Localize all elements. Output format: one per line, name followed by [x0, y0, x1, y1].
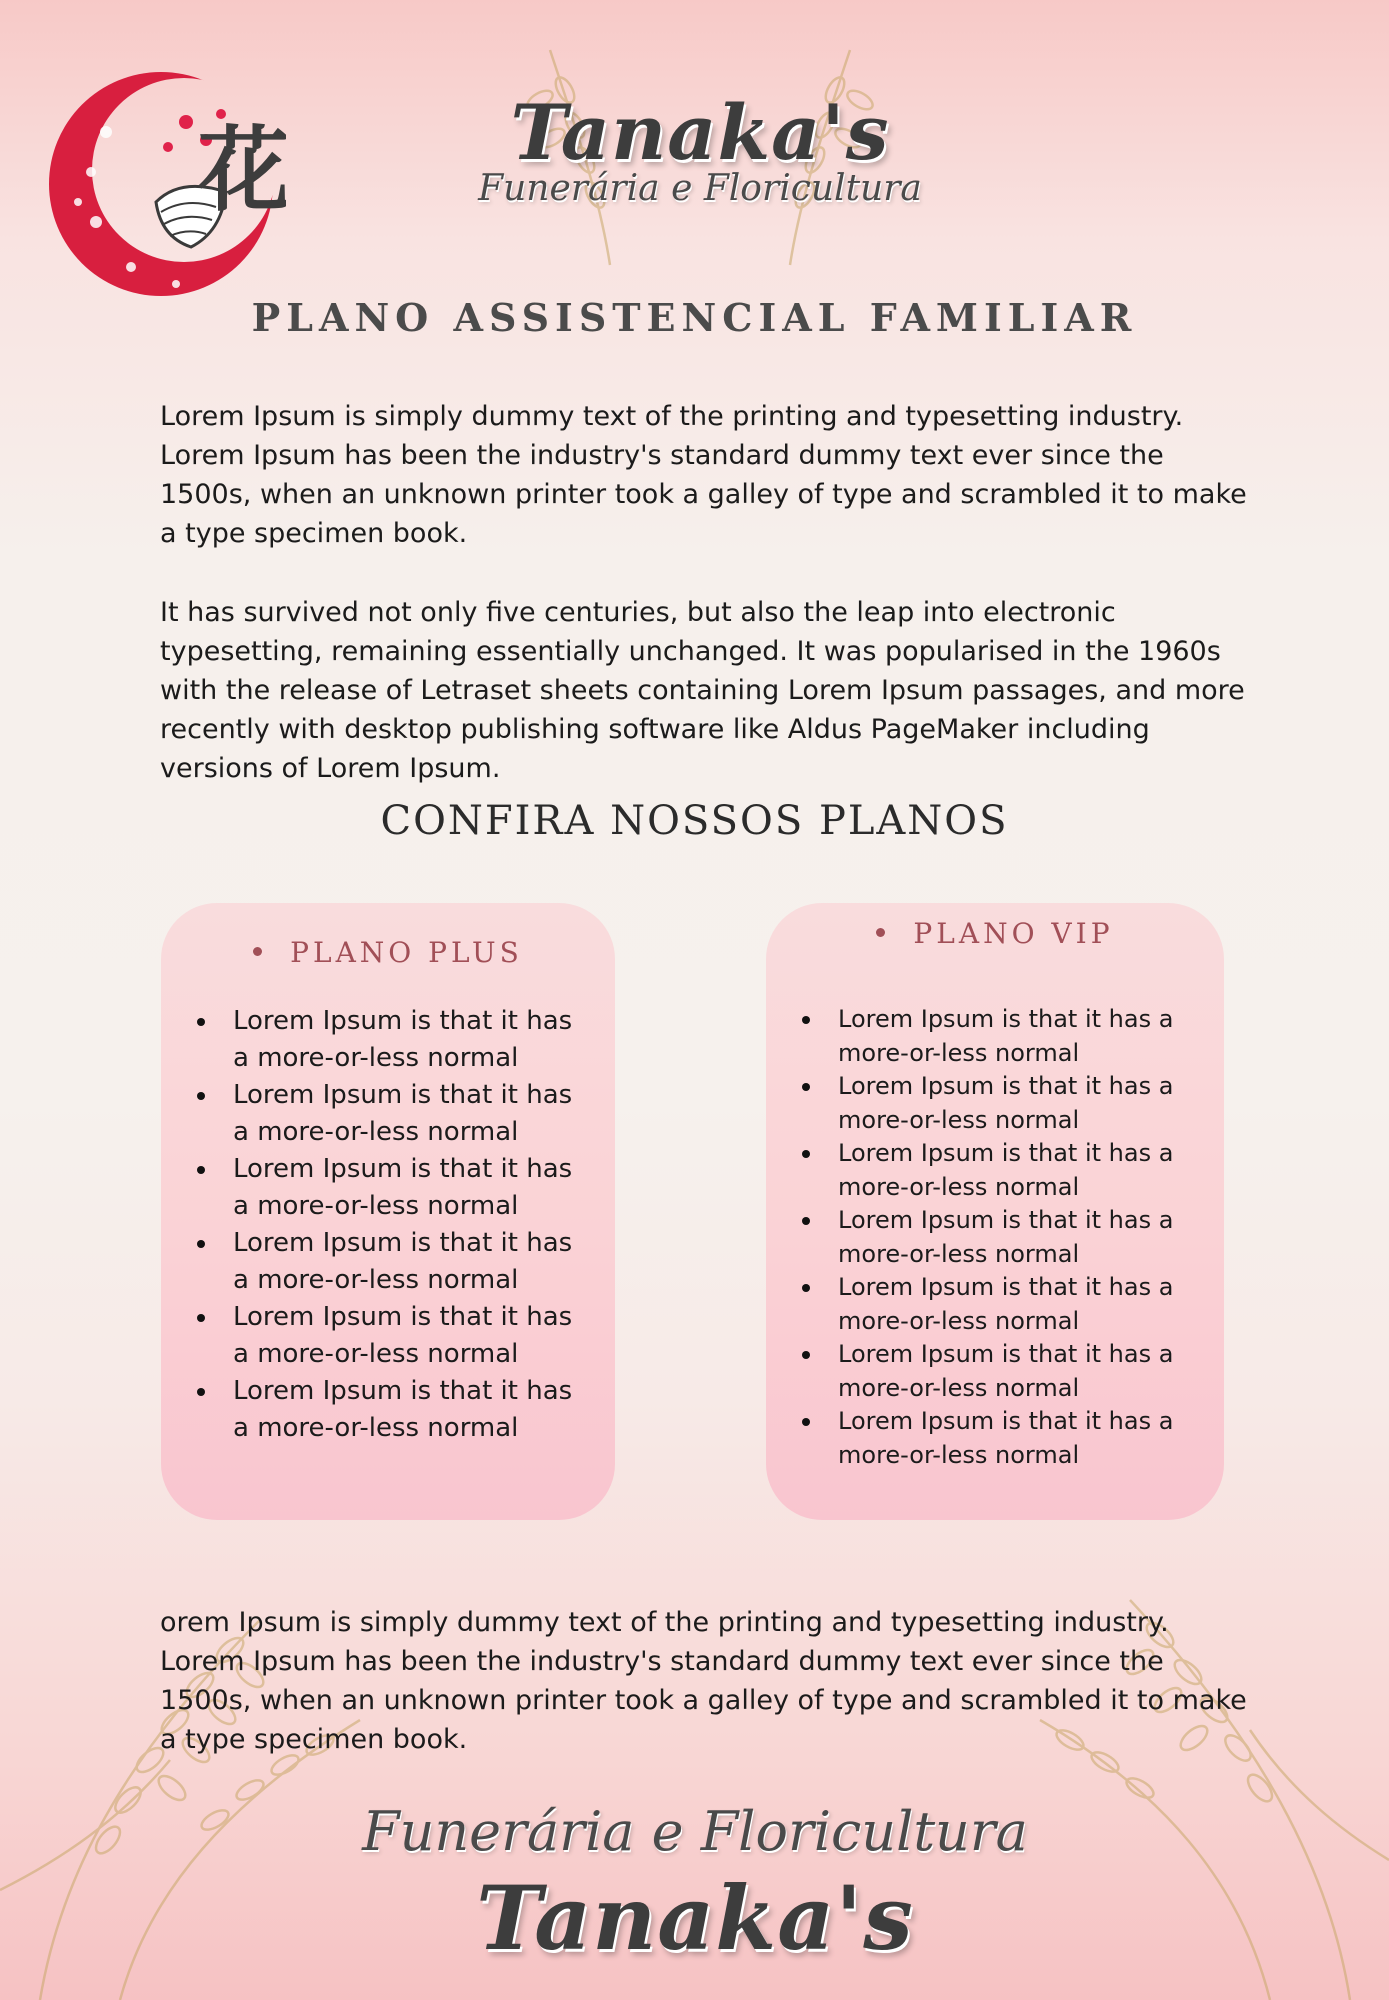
- list-item: Lorem Ipsum is that it has a more-or-less normal: [800, 1405, 1200, 1472]
- plan-vip-list: [800, 1003, 1200, 1472]
- intro-paragraph-2: It has survived not only five centuries, but also the leap into electronic typesetting, remaining essentially unchanged. It was popularised in the 1960s with the release of Letraset sheets containing Lorem Ipsum passages, and more recently with desktop publishing software like Aldus PageMaker including versions of Lorem Ipsum.: [160, 597, 1245, 784]
- plan-plus-title-text: PLANO PLUS: [290, 936, 523, 969]
- list-item: Lorem Ipsum is that it has a more-or-less normal: [195, 1151, 595, 1225]
- list-item: Lorem Ipsum is that it has a more-or-less normal: [800, 1338, 1200, 1405]
- crescent-flower-logo-icon: [36, 52, 286, 302]
- brand-subtitle-top: Funerária e Floricultura: [478, 168, 922, 209]
- bullet-dot-icon: [253, 947, 262, 956]
- list-item: Lorem Ipsum is that it has a more-or-less normal: [195, 1299, 595, 1373]
- list-item: Lorem Ipsum is that it has a more-or-less normal: [800, 1271, 1200, 1338]
- brand-footer: [330, 1800, 1060, 1980]
- brand-header: [420, 40, 980, 270]
- closing-paragraph: orem Ipsum is simply dummy text of the printing and typesetting industry. Lorem Ipsum has been the industry's standard dummy text ever since the 1500s, when an unknown printer took a galley of type and scrambled it to make a type specimen book.: [160, 1607, 1247, 1755]
- plans-heading: CONFIRA NOSSOS PLANOS: [380, 798, 1009, 844]
- brand-name-bottom: Tanaka's: [476, 1866, 914, 1970]
- plan-plus-card: [161, 903, 615, 1520]
- intro-paragraph-1: Lorem Ipsum is simply dummy text of the printing and typesetting industry. Lorem Ipsum has been the industry's standard dummy text ever since the 1500s, when an unknown printer took a galley of type and scrambled it to make a type specimen book.: [160, 401, 1247, 549]
- list-item: Lorem Ipsum is that it has a more-or-less normal: [800, 1204, 1200, 1271]
- list-item: Lorem Ipsum is that it has a more-or-less normal: [195, 1003, 595, 1077]
- list-item: Lorem Ipsum is that it has a more-or-less normal: [195, 1373, 595, 1447]
- seal-logo: [36, 52, 286, 302]
- page-title: PLANO ASSISTENCIAL FAMILIAR: [251, 295, 1138, 340]
- plan-vip-title: [766, 917, 1224, 950]
- plan-plus-title: [161, 936, 615, 969]
- list-item: Lorem Ipsum is that it has a more-or-less normal: [800, 1070, 1200, 1137]
- plan-vip-title-text: PLANO VIP: [913, 917, 1114, 950]
- brand-subtitle-bottom: Funerária e Floricultura: [362, 1800, 1028, 1863]
- bullet-dot-icon: [876, 928, 885, 937]
- brand-name-top: Tanaka's: [510, 88, 890, 177]
- plan-plus-list: [195, 1003, 595, 1447]
- list-item: Lorem Ipsum is that it has a more-or-less normal: [195, 1077, 595, 1151]
- list-item: Lorem Ipsum is that it has a more-or-less normal: [195, 1225, 595, 1299]
- plan-vip-card: [766, 903, 1224, 1520]
- seal-glyph: 花: [197, 116, 286, 224]
- list-item: Lorem Ipsum is that it has a more-or-less normal: [800, 1003, 1200, 1070]
- list-item: Lorem Ipsum is that it has a more-or-less normal: [800, 1137, 1200, 1204]
